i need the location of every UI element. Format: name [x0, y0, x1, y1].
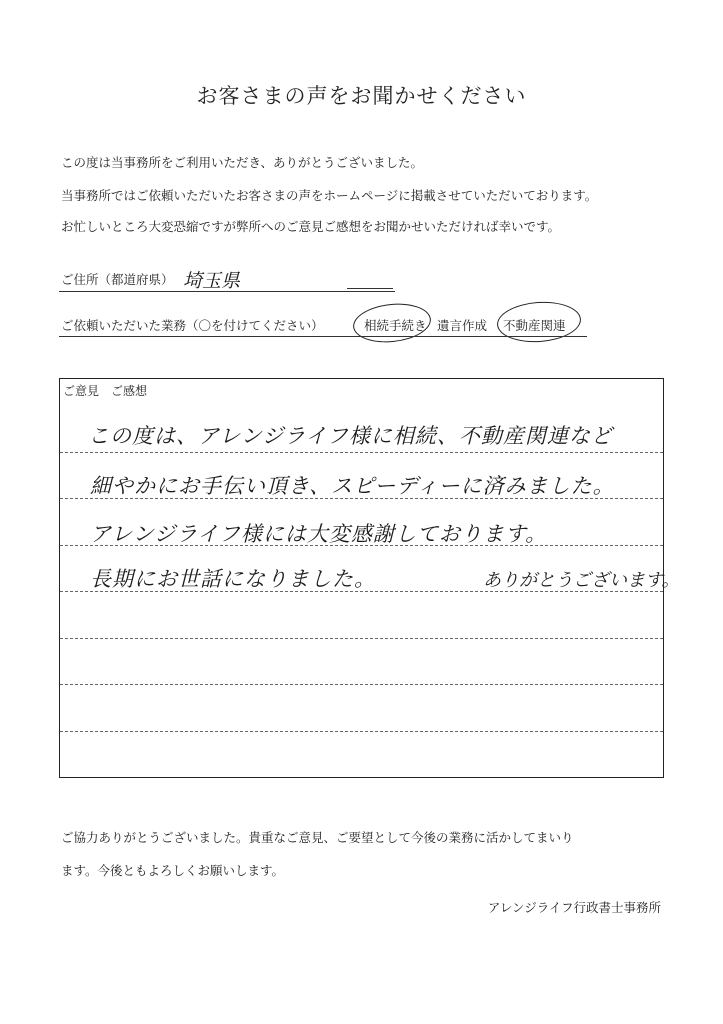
intro-line-2: 当事務所ではご依頼いただいたお客さまの声をホームページに掲載させていただいております。 [61, 188, 598, 203]
address-mark [347, 288, 393, 289]
office-name: アレンジライフ行政書士事務所 [487, 900, 661, 915]
closing-line-2: ます。今後ともよろしくお願いします。 [61, 863, 285, 878]
form-title: お客さまの声をお聞かせください [196, 84, 527, 108]
comment-line-3: アレンジライフ様には大変感謝しております。 [90, 522, 548, 546]
comment-box-label: ご意見 ご感想 [63, 384, 148, 398]
business-label: ご依頼いただいた業務（〇を付けてください） [61, 318, 324, 333]
ruled-line [60, 731, 663, 732]
address-label: ご住所（都道府県） [61, 272, 174, 287]
business-option-realestate: 不動産関連 [503, 318, 566, 333]
ruled-line [60, 638, 663, 639]
comment-line-5: ありがとうございます。 [483, 570, 680, 591]
business-option-inheritance: 相続手続き [364, 318, 427, 333]
comment-line-1: この度は、アレンジライフ様に相続、不動産関連など [88, 424, 613, 448]
address-underline [59, 291, 395, 292]
closing-line-1: ご協力ありがとうございました。貴重なご意見、ご要望として今後の業務に活かしてまいり [61, 830, 574, 845]
ruled-line [60, 684, 663, 685]
intro-line-1: この度は当事務所をご利用いただき、ありがとうございました。 [61, 155, 424, 170]
address-value: 埼玉県 [183, 270, 241, 292]
selection-circle-inheritance [351, 300, 433, 346]
intro-line-3: お忙しいところ大変恐縮ですが弊所へのご意見ご感想をお聞かせいただければ幸いです。 [61, 219, 561, 234]
comment-line-4: 長期にお世話になりました。 [90, 567, 376, 591]
ruled-line [60, 452, 663, 453]
comment-line-2: 細やかにお手伝い頂き、スピーディーに済みました。 [90, 474, 615, 498]
business-underline [59, 336, 587, 337]
business-option-will: 遺言作成 [437, 318, 488, 333]
selection-circle-realestate [496, 299, 583, 345]
